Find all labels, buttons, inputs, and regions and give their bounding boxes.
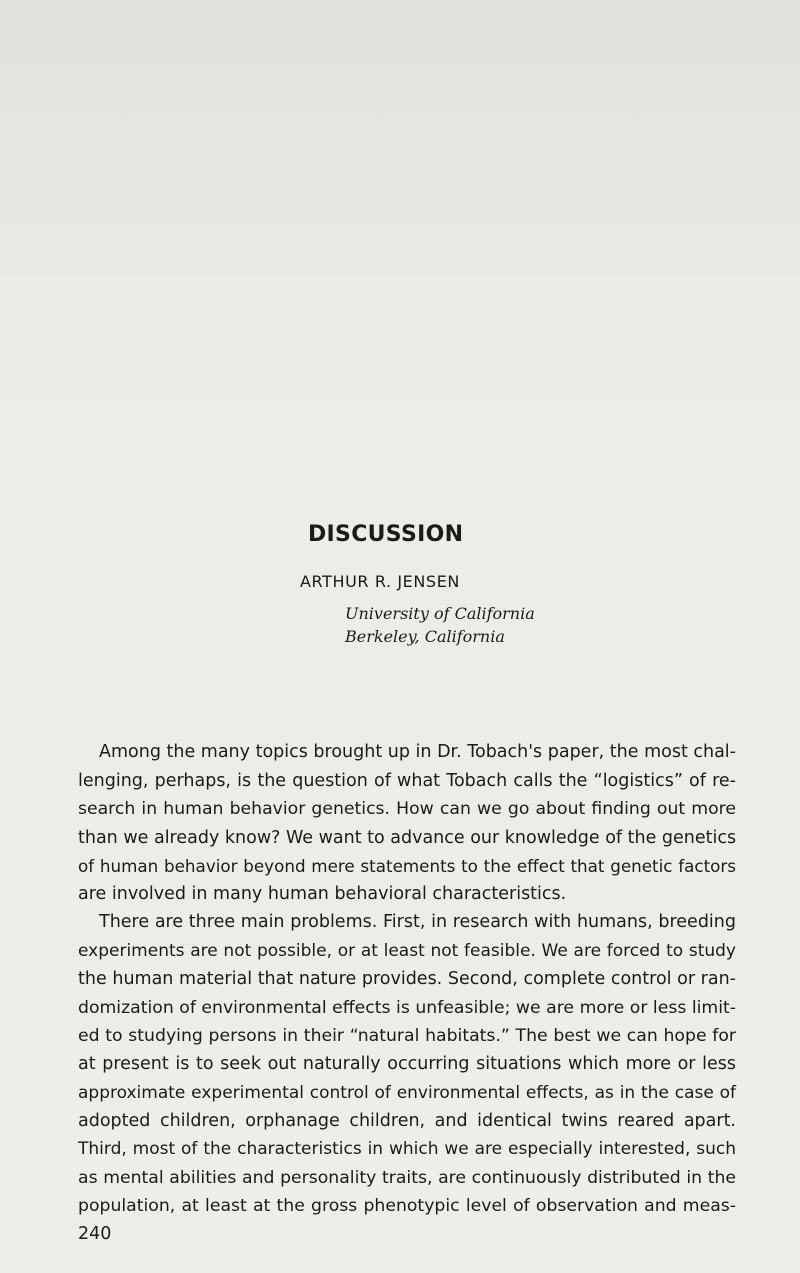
text-line: There are three main problems. First, in research with humans, breeding <box>99 912 736 932</box>
text-line: domization of environmental effects is unfeasible; we are more or less limit- <box>78 998 736 1018</box>
text-line: Among the many topics brought up in Dr. Tobach's paper, the most chal- <box>99 742 736 762</box>
text-line: lenging, perhaps, is the question of what Tobach calls the “logistics” of re- <box>78 771 736 791</box>
text-line: population, at least at the gross phenotypic level of observation and meas- <box>78 1196 736 1216</box>
text-line: search in human behavior genetics. How can we go about finding out more <box>78 799 736 819</box>
text-line: approximate experimental control of environmental effects, as in the case of <box>78 1083 736 1103</box>
text-line: are involved in many human behavioral characteristics. <box>78 884 567 904</box>
text-line: as mental abilities and personality traits, are continuously distributed in the <box>78 1168 736 1188</box>
text-line: at present is to seek out naturally occurring situations which more or less <box>78 1054 736 1074</box>
affiliation-line-1: University of California <box>345 604 535 623</box>
text-line: of human behavior beyond mere statements to the effect that genetic factors <box>78 856 736 876</box>
affiliation-line-2: Berkeley, California <box>345 627 505 646</box>
text-line: than we already know? We want to advance our knowledge of the genetics <box>78 828 737 848</box>
text-line: adopted children, orphanage children, and identical twins reared apart. <box>78 1111 736 1131</box>
text-line: experiments are not possible, or at least not feasible. We are forced to study <box>78 941 736 961</box>
section-heading: DISCUSSION <box>308 522 464 547</box>
page-number: 240 <box>78 1224 112 1244</box>
show-through-shading <box>0 0 800 330</box>
text-line: the human material that nature provides. Second, complete control or ran- <box>78 969 736 989</box>
author-name: ARTHUR R. JENSEN <box>300 572 460 591</box>
text-line: ed to studying persons in their “natural habitats.” The best we can hope for <box>78 1026 736 1046</box>
text-line: Third, most of the characteristics in which we are especially interested, such <box>78 1139 736 1159</box>
